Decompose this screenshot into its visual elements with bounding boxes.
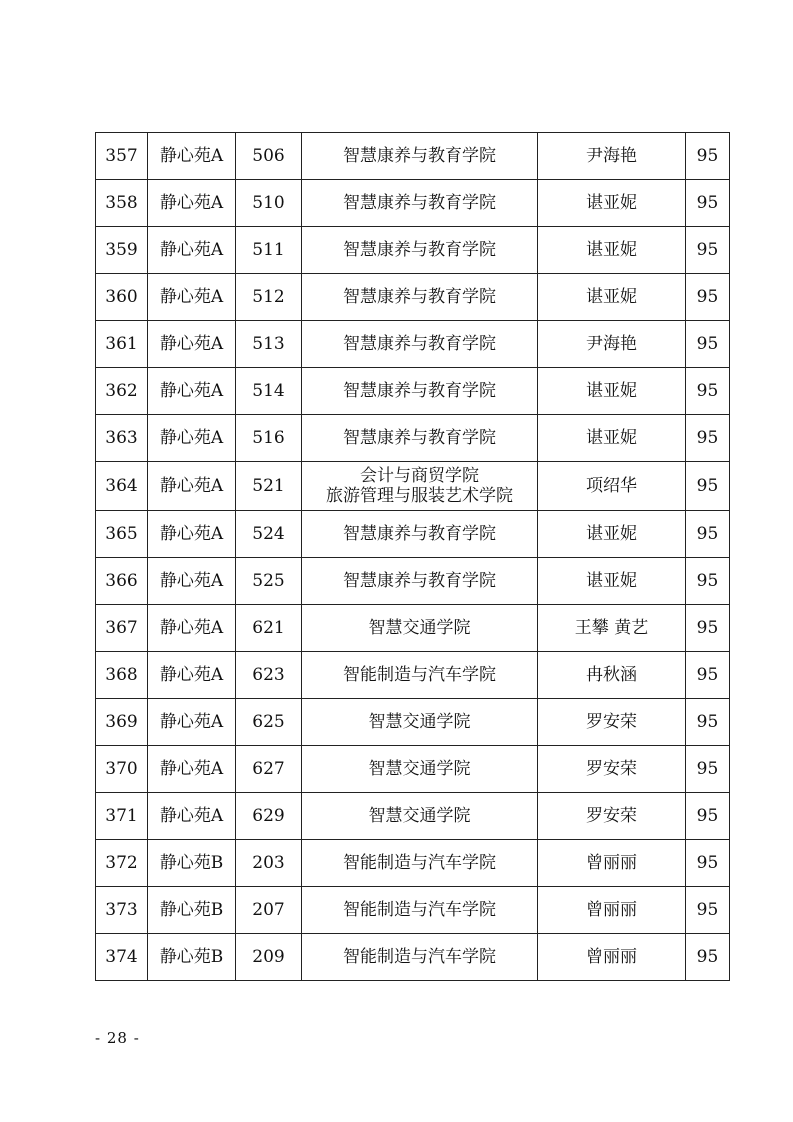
table-row — [96, 462, 730, 511]
cell-name: 谌亚妮 — [538, 558, 686, 605]
cell-score: 95 — [686, 511, 730, 558]
table-row — [96, 934, 730, 981]
cell-number: 370 — [96, 746, 148, 793]
college-line: 智慧交通学院 — [368, 711, 471, 732]
cell-score: 95 — [686, 274, 730, 321]
cell-number: 369 — [96, 699, 148, 746]
table-row — [96, 558, 730, 605]
cell-name: 曾丽丽 — [538, 887, 686, 934]
cell-room: 511 — [236, 227, 302, 274]
cell-number: 358 — [96, 180, 148, 227]
cell-room: 209 — [236, 934, 302, 981]
cell-name: 尹海艳 — [538, 133, 686, 180]
table-row — [96, 793, 730, 840]
cell-number: 357 — [96, 133, 148, 180]
cell-score: 95 — [686, 368, 730, 415]
college-line: 智慧康养与教育学院 — [343, 523, 496, 544]
cell-college — [302, 511, 538, 558]
college-line: 智能制造与汽车学院 — [343, 664, 496, 685]
cell-building: 静心苑A — [148, 558, 236, 605]
cell-building: 静心苑A — [148, 180, 236, 227]
college-line: 智慧交通学院 — [368, 758, 471, 779]
cell-college — [302, 321, 538, 368]
cell-college — [302, 227, 538, 274]
cell-number: 367 — [96, 605, 148, 652]
college-line: 智慧康养与教育学院 — [343, 145, 496, 166]
table-row — [96, 415, 730, 462]
cell-building: 静心苑B — [148, 934, 236, 981]
dormitory-score-table — [95, 132, 730, 981]
cell-college — [302, 415, 538, 462]
cell-college — [302, 840, 538, 887]
cell-room: 623 — [236, 652, 302, 699]
cell-name: 王攀 黄艺 — [538, 605, 686, 652]
cell-name: 冉秋涵 — [538, 652, 686, 699]
cell-number: 360 — [96, 274, 148, 321]
table-row — [96, 605, 730, 652]
cell-number: 364 — [96, 462, 148, 511]
cell-number: 368 — [96, 652, 148, 699]
cell-number: 362 — [96, 368, 148, 415]
cell-score: 95 — [686, 934, 730, 981]
cell-room: 629 — [236, 793, 302, 840]
cell-college — [302, 462, 538, 511]
table-row — [96, 180, 730, 227]
college-line: 会计与商贸学院 — [360, 466, 479, 486]
cell-name: 谌亚妮 — [538, 274, 686, 321]
cell-number: 359 — [96, 227, 148, 274]
cell-name: 谌亚妮 — [538, 180, 686, 227]
cell-score: 95 — [686, 462, 730, 511]
cell-name: 谌亚妮 — [538, 368, 686, 415]
cell-room: 513 — [236, 321, 302, 368]
cell-score: 95 — [686, 699, 730, 746]
cell-room: 621 — [236, 605, 302, 652]
cell-room: 627 — [236, 746, 302, 793]
cell-building: 静心苑B — [148, 840, 236, 887]
college-line: 智能制造与汽车学院 — [343, 946, 496, 967]
cell-score: 95 — [686, 793, 730, 840]
cell-score: 95 — [686, 746, 730, 793]
cell-score: 95 — [686, 652, 730, 699]
cell-score: 95 — [686, 180, 730, 227]
cell-score: 95 — [686, 840, 730, 887]
cell-name: 谌亚妮 — [538, 227, 686, 274]
cell-room: 506 — [236, 133, 302, 180]
cell-college — [302, 368, 538, 415]
table-row — [96, 840, 730, 887]
cell-name: 谌亚妮 — [538, 415, 686, 462]
cell-building: 静心苑A — [148, 462, 236, 511]
table-row — [96, 699, 730, 746]
college-line: 智能制造与汽车学院 — [343, 852, 496, 873]
cell-number: 373 — [96, 887, 148, 934]
cell-number: 372 — [96, 840, 148, 887]
college-line: 智慧康养与教育学院 — [343, 380, 496, 401]
cell-building: 静心苑A — [148, 605, 236, 652]
cell-number: 361 — [96, 321, 148, 368]
cell-room: 625 — [236, 699, 302, 746]
cell-building: 静心苑A — [148, 321, 236, 368]
cell-score: 95 — [686, 227, 730, 274]
page-number: - 28 - — [95, 1029, 140, 1047]
table-row — [96, 511, 730, 558]
cell-room: 203 — [236, 840, 302, 887]
table-row — [96, 652, 730, 699]
cell-number: 365 — [96, 511, 148, 558]
cell-number: 366 — [96, 558, 148, 605]
cell-room: 514 — [236, 368, 302, 415]
cell-college — [302, 274, 538, 321]
cell-college — [302, 699, 538, 746]
cell-name: 罗安荣 — [538, 746, 686, 793]
cell-college — [302, 934, 538, 981]
cell-college — [302, 793, 538, 840]
cell-number: 363 — [96, 415, 148, 462]
cell-room: 521 — [236, 462, 302, 511]
cell-score: 95 — [686, 558, 730, 605]
cell-room: 207 — [236, 887, 302, 934]
cell-college — [302, 746, 538, 793]
college-line: 智慧康养与教育学院 — [343, 427, 496, 448]
cell-college — [302, 652, 538, 699]
cell-building: 静心苑A — [148, 368, 236, 415]
cell-room: 524 — [236, 511, 302, 558]
cell-building: 静心苑A — [148, 133, 236, 180]
college-line: 智慧康养与教育学院 — [343, 239, 496, 260]
cell-college — [302, 605, 538, 652]
table-row — [96, 887, 730, 934]
cell-building: 静心苑B — [148, 887, 236, 934]
cell-score: 95 — [686, 133, 730, 180]
cell-building: 静心苑A — [148, 227, 236, 274]
cell-college — [302, 887, 538, 934]
cell-room: 512 — [236, 274, 302, 321]
cell-number: 374 — [96, 934, 148, 981]
cell-building: 静心苑A — [148, 652, 236, 699]
cell-name: 罗安荣 — [538, 793, 686, 840]
table-row — [96, 227, 730, 274]
cell-college — [302, 133, 538, 180]
table-body — [96, 133, 730, 981]
cell-college — [302, 180, 538, 227]
cell-room: 525 — [236, 558, 302, 605]
table-row — [96, 368, 730, 415]
college-line: 旅游管理与服装艺术学院 — [326, 486, 513, 506]
cell-building: 静心苑A — [148, 415, 236, 462]
cell-name: 曾丽丽 — [538, 840, 686, 887]
table-row — [96, 274, 730, 321]
college-line: 智能制造与汽车学院 — [343, 899, 496, 920]
cell-room: 510 — [236, 180, 302, 227]
college-line: 智慧交通学院 — [368, 617, 471, 638]
cell-building: 静心苑A — [148, 511, 236, 558]
table-row — [96, 746, 730, 793]
cell-name: 罗安荣 — [538, 699, 686, 746]
cell-name: 谌亚妮 — [538, 511, 686, 558]
college-line: 智慧康养与教育学院 — [343, 570, 496, 591]
college-line: 智慧康养与教育学院 — [343, 192, 496, 213]
cell-score: 95 — [686, 605, 730, 652]
cell-building: 静心苑A — [148, 699, 236, 746]
cell-building: 静心苑A — [148, 746, 236, 793]
college-line: 智慧康养与教育学院 — [343, 333, 496, 354]
cell-building: 静心苑A — [148, 793, 236, 840]
cell-number: 371 — [96, 793, 148, 840]
cell-building: 静心苑A — [148, 274, 236, 321]
college-line: 智慧交通学院 — [368, 805, 471, 826]
cell-name: 尹海艳 — [538, 321, 686, 368]
cell-name: 曾丽丽 — [538, 934, 686, 981]
cell-score: 95 — [686, 887, 730, 934]
cell-score: 95 — [686, 321, 730, 368]
cell-name: 项绍华 — [538, 462, 686, 511]
cell-room: 516 — [236, 415, 302, 462]
college-line: 智慧康养与教育学院 — [343, 286, 496, 307]
cell-college — [302, 558, 538, 605]
cell-score: 95 — [686, 415, 730, 462]
table-row — [96, 133, 730, 180]
table-row — [96, 321, 730, 368]
